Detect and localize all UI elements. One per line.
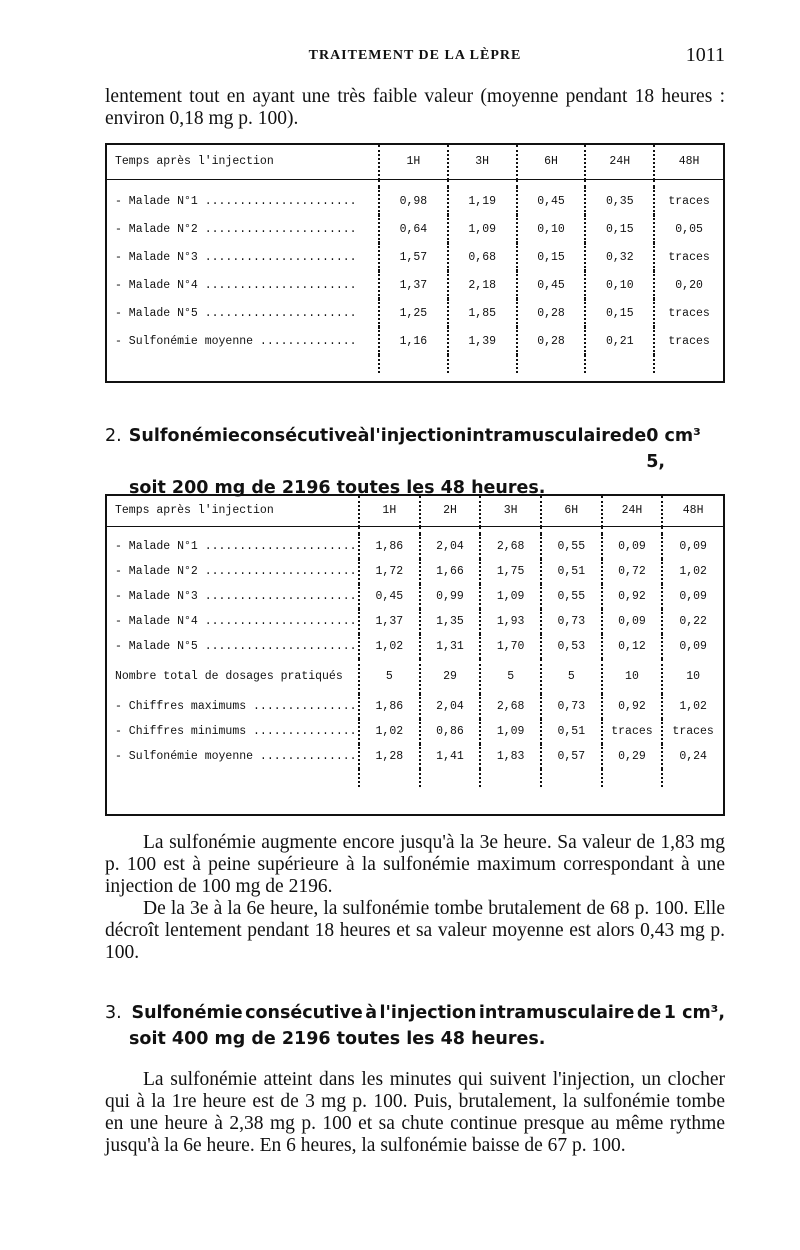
table-cell: 0,15 (585, 299, 654, 327)
table-row (107, 659, 723, 694)
table-cell: 1,02 (359, 719, 420, 744)
section-3-heading-line-2: soit 400 mg de 2196 toutes les 48 heures. (129, 1029, 546, 1049)
row-label-text: Nombre total de dosages pratiqués (115, 670, 343, 683)
table-row (107, 215, 723, 243)
table-cell: 1,86 (359, 534, 420, 559)
table-row (107, 744, 723, 769)
heading-word: à (357, 426, 370, 446)
table-cell: 0,28 (517, 327, 586, 355)
table-cell: 0,15 (585, 215, 654, 243)
row-label: - Malade N°1 ...................... (115, 540, 357, 553)
row-label-text: - Malade N°2 (115, 222, 198, 236)
column-header: 1H (379, 145, 448, 179)
running-title: TRAITEMENT DE LA LÈPRE (308, 48, 522, 63)
section-3-heading-line-1 (105, 1000, 725, 1026)
row-label-text: - Sulfonémie moyenne (115, 750, 254, 763)
table-cell: 1,37 (359, 609, 420, 634)
column-header: 6H (541, 496, 602, 526)
table-cell: 1,75 (480, 559, 541, 584)
table-cell: 29 (420, 659, 481, 694)
table-cell: 0,51 (541, 559, 602, 584)
table-cell: 2,68 (480, 534, 541, 559)
paragraph-2 (105, 832, 725, 898)
table-cell: 0,32 (585, 243, 654, 271)
heading-word: l'injection (379, 1003, 477, 1023)
table-cell: 5 (541, 659, 602, 694)
heading-word: à (365, 1003, 378, 1023)
intro-paragraph: lentement tout en ayant une très faible valeur (moyenne pendant 18 heures : environ 0,18 mg p. 100). (105, 86, 725, 129)
table-cell: 0,55 (541, 534, 602, 559)
row-label-text: - Malade N°4 (115, 615, 198, 628)
column-header: 3H (448, 145, 517, 179)
table-cell: 1,35 (420, 609, 481, 634)
table-cell: 0,09 (662, 584, 723, 609)
table-cell: 0,72 (602, 559, 663, 584)
heading-word: intramusculaire (466, 426, 622, 446)
table-cell: 1,37 (379, 271, 448, 299)
table-cell: 0,55 (541, 584, 602, 609)
table-spacer-row (107, 179, 723, 187)
table-cell: 2,04 (420, 694, 481, 719)
table-cell: 2,04 (420, 534, 481, 559)
column-header: 1H (359, 496, 420, 526)
table-cell: 0,92 (602, 584, 663, 609)
row-label-text: - Malade N°2 (115, 565, 198, 578)
row-label-text: - Malade N°1 (115, 540, 198, 553)
table-spacer-row (107, 526, 723, 534)
row-label: - Chiffres maximums ............... (115, 700, 357, 713)
table-row (107, 719, 723, 744)
table-row (107, 609, 723, 634)
section-3-heading (105, 1000, 725, 1052)
table-cell: 0,99 (420, 584, 481, 609)
table-cell: 0,68 (448, 243, 517, 271)
table-cell: 1,57 (379, 243, 448, 271)
section-number: 2. (105, 426, 122, 446)
column-header: 6H (517, 145, 586, 179)
table-cell: 0,53 (541, 634, 602, 659)
table-cell: 0,28 (517, 299, 586, 327)
row-label-text: - Malade N°5 (115, 306, 198, 320)
column-header: 3H (480, 496, 541, 526)
page-header (105, 44, 725, 68)
table-cell: 0,09 (602, 534, 663, 559)
paragraph-2-text: La sulfonémie augmente encore jusqu'à la 3e heure. Sa valeur de 1,83 mg p. 100 est à peine supérieure à la sulfonémie maximum correspondant à une injection de 100 mg de 2196. (105, 832, 725, 897)
table-cell: 1,41 (420, 744, 481, 769)
table-1 (105, 143, 725, 383)
column-header: 24H (602, 496, 663, 526)
table-cell: 0,10 (517, 215, 586, 243)
table-cell: traces (654, 243, 723, 271)
table-cell: 1,19 (448, 187, 517, 215)
table-cell: 0,45 (517, 271, 586, 299)
table-cell: 1,85 (448, 299, 517, 327)
paragraph-4-text: La sulfonémie atteint dans les minutes qui suivent l'injection, un clocher qui à la 1re heure est de 3 mg p. 100. Puis, brutalement, la sulfonémie tombe en une heure à 2,38 mg p. 100 et sa chute continue presque au même rythme jusqu'à la 6e heure. En 6 heures, la sulfonémie baisse de 67 p. 100. (105, 1069, 725, 1156)
section-2-heading-line-2: soit 200 mg de 2196 toutes les 48 heures. (129, 478, 546, 498)
table-cell: 0,12 (602, 634, 663, 659)
table-2-grid (107, 496, 723, 787)
row-label: - Malade N°1 ...................... (115, 194, 357, 208)
paragraph-3 (105, 898, 725, 964)
table-row (107, 299, 723, 327)
table-cell: 1,39 (448, 327, 517, 355)
row-label-text: - Chiffres minimums (115, 725, 247, 738)
heading-word: 0 cm³ 5, (646, 426, 701, 472)
table-cell: 0,15 (517, 243, 586, 271)
column-header: Temps après l'injection (107, 496, 359, 526)
table-cell: 1,83 (480, 744, 541, 769)
table-cell: 1,31 (420, 634, 481, 659)
heading-word: consécutive (245, 1003, 363, 1023)
table-cell: 1,02 (359, 634, 420, 659)
table-cell: 1,09 (480, 719, 541, 744)
row-label-text: - Chiffres maximums (115, 700, 247, 713)
row-label: - Malade N°4 ...................... (115, 615, 357, 628)
table-cell: 1,09 (448, 215, 517, 243)
table-cell: 1,28 (359, 744, 420, 769)
table-cell: 0,45 (359, 584, 420, 609)
table-cell: 0,45 (517, 187, 586, 215)
table-cell: 0,57 (541, 744, 602, 769)
table-cell: 0,09 (662, 534, 723, 559)
column-header: 48H (662, 496, 723, 526)
row-label: - Malade N°2 ...................... (115, 222, 357, 236)
row-label: - Malade N°3 ...................... (115, 250, 357, 264)
table-1-grid (107, 145, 723, 373)
paragraph-4 (105, 1069, 725, 1157)
table-spacer-row (107, 769, 723, 787)
table-cell: 0,09 (602, 609, 663, 634)
table-cell: 0,51 (541, 719, 602, 744)
row-label: - Malade N°3 ...................... (115, 590, 357, 603)
table-row (107, 187, 723, 215)
row-label: - Sulfonémie moyenne .............. (115, 334, 357, 348)
table-cell: 1,66 (420, 559, 481, 584)
heading-word: consécutive (239, 426, 358, 446)
table-cell: 10 (602, 659, 663, 694)
table-cell: 1,09 (480, 584, 541, 609)
table-cell: 1,72 (359, 559, 420, 584)
row-label: - Malade N°5 ...................... (115, 306, 357, 320)
table-row (107, 584, 723, 609)
table-cell: traces (654, 299, 723, 327)
table-cell: 0,92 (602, 694, 663, 719)
row-label-text: - Malade N°1 (115, 194, 198, 208)
table-cell: 0,29 (602, 744, 663, 769)
table-cell: 0,22 (662, 609, 723, 634)
table-cell: 0,64 (379, 215, 448, 243)
column-header: 48H (654, 145, 723, 179)
row-label: - Malade N°2 ...................... (115, 565, 357, 578)
table-2 (105, 494, 725, 816)
table-row (107, 534, 723, 559)
heading-word: Sulfonémie (128, 426, 240, 446)
table-cell: 1,02 (662, 559, 723, 584)
row-label-text: - Sulfonémie moyenne (115, 334, 254, 348)
heading-word: intramusculaire (478, 1003, 635, 1023)
row-label-text: - Malade N°3 (115, 590, 198, 603)
table-cell: 10 (662, 659, 723, 694)
table-row (107, 559, 723, 584)
column-header: 2H (420, 496, 481, 526)
table-header-row (107, 145, 723, 179)
table-cell: 1,02 (662, 694, 723, 719)
table-cell: 0,21 (585, 327, 654, 355)
table-row (107, 243, 723, 271)
table-cell: 5 (480, 659, 541, 694)
table-cell: 0,35 (585, 187, 654, 215)
heading-word: Sulfonémie (131, 1003, 243, 1023)
table-row (107, 634, 723, 659)
column-header: 24H (585, 145, 654, 179)
page-number: 1011 (685, 44, 725, 66)
table-cell: 0,09 (662, 634, 723, 659)
table-cell: traces (662, 719, 723, 744)
row-label (107, 659, 359, 694)
table-cell: 0,05 (654, 215, 723, 243)
table-cell: 0,73 (541, 609, 602, 634)
table-cell: 0,10 (585, 271, 654, 299)
table-cell: 0,24 (662, 744, 723, 769)
row-label: - Chiffres minimums ............... (115, 725, 357, 738)
table-cell: 1,70 (480, 634, 541, 659)
table-header-row (107, 496, 723, 526)
table-cell: 1,16 (379, 327, 448, 355)
section-2-heading (105, 423, 725, 501)
table-cell: 0,20 (654, 271, 723, 299)
table-cell: 0,86 (420, 719, 481, 744)
row-label-text: - Malade N°3 (115, 250, 198, 264)
table-cell: 0,98 (379, 187, 448, 215)
row-label: - Sulfonémie moyenne .............. (115, 750, 357, 763)
row-label-text: - Malade N°4 (115, 278, 198, 292)
row-label: - Malade N°4 ...................... (115, 278, 357, 292)
row-label: - Malade N°5 ...................... (115, 640, 357, 653)
column-header: Temps après l'injection (107, 145, 379, 179)
row-label-text: - Malade N°5 (115, 640, 198, 653)
table-row (107, 694, 723, 719)
table-cell: traces (654, 327, 723, 355)
table-row (107, 271, 723, 299)
table-row (107, 327, 723, 355)
table-cell: 0,73 (541, 694, 602, 719)
heading-word: de (636, 1003, 662, 1023)
table-cell: traces (654, 187, 723, 215)
table-cell: 1,86 (359, 694, 420, 719)
heading-word: 1 cm³, (663, 1003, 725, 1023)
table-cell: 2,18 (448, 271, 517, 299)
paragraph-3-text: De la 3e à la 6e heure, la sulfonémie tombe brutalement de 68 p. 100. Elle décroît lentement pendant 18 heures et sa valeur moyenne est alors 0,43 mg p. 100. (105, 898, 725, 963)
table-spacer-row (107, 355, 723, 373)
section-number: 3. (105, 1003, 122, 1023)
table-cell: 5 (359, 659, 420, 694)
table-cell: 2,68 (480, 694, 541, 719)
table-cell: 1,25 (379, 299, 448, 327)
table-cell: 1,93 (480, 609, 541, 634)
table-cell: traces (602, 719, 663, 744)
heading-word: l'injection (369, 426, 467, 446)
section-2-heading-line-1 (105, 423, 725, 475)
heading-word: de (621, 426, 647, 446)
